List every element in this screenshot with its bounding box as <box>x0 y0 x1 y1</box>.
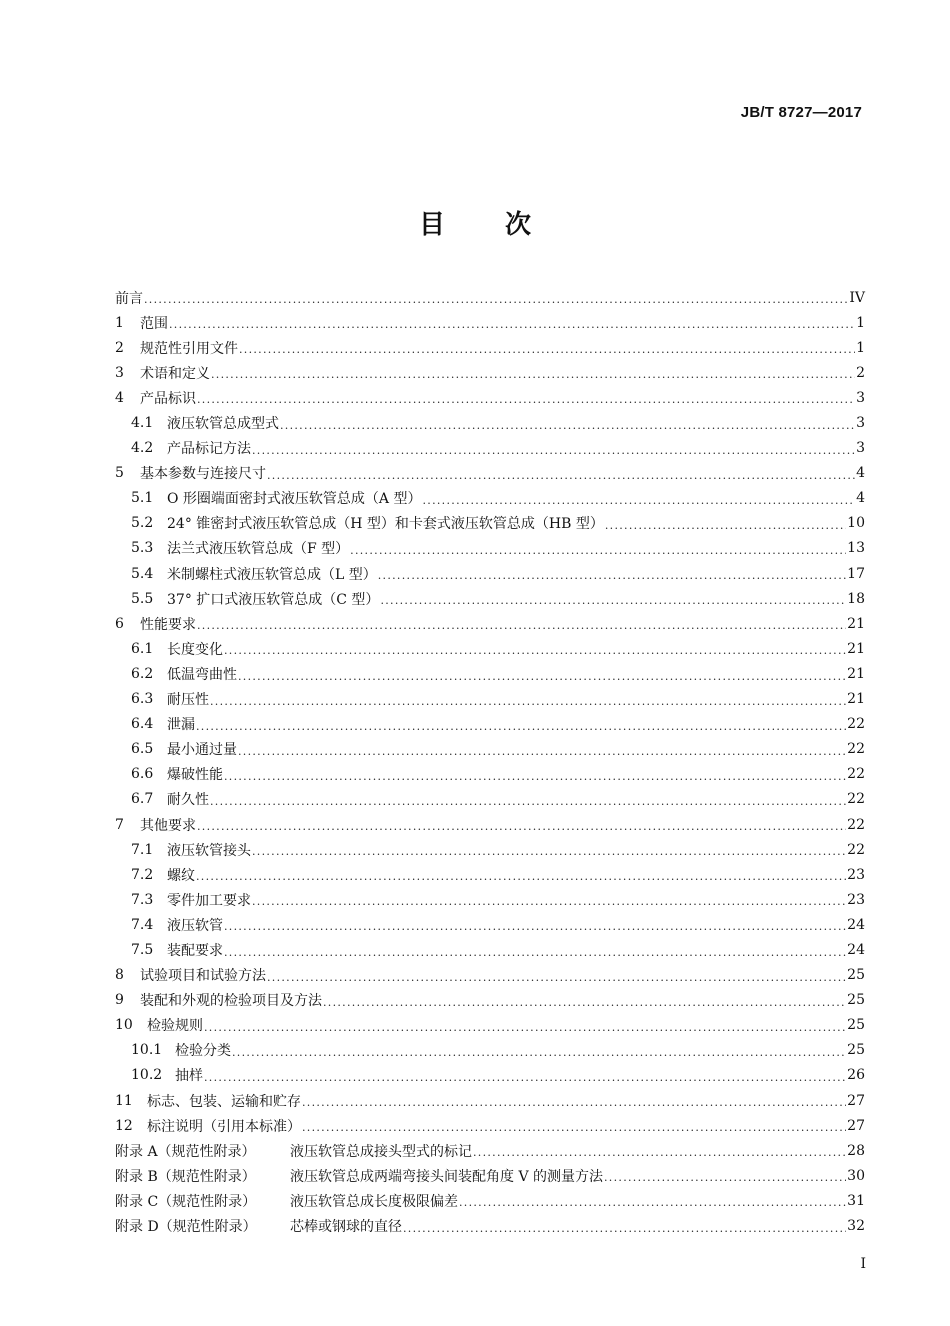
toc-leader-dots <box>350 544 846 561</box>
toc-entry[interactable] <box>115 1063 865 1088</box>
toc-entry-number: 7 <box>115 816 124 833</box>
toc-entry-number: 10.2 <box>131 1067 163 1084</box>
toc-entry[interactable] <box>115 1038 865 1063</box>
toc-entry-label: 耐久性 <box>167 792 209 809</box>
toc-entry-label: 24° 锥密封式液压软管总成（H 型）和卡套式液压软管总成（HB 型） <box>167 516 604 533</box>
toc-leader-dots <box>378 569 846 586</box>
toc-entry-label: 泄漏 <box>167 717 195 734</box>
toc-leader-dots <box>238 670 846 687</box>
toc-entry-page: 23 <box>847 891 865 908</box>
toc-entry-label: 零件加工要求 <box>167 892 251 909</box>
toc-entry-page: 1 <box>856 314 865 331</box>
toc-entry-number: 9 <box>115 992 124 1009</box>
toc-entry-number: 5 <box>115 465 124 482</box>
toc-entry-label: 产品标记方法 <box>167 441 251 458</box>
toc-leader-dots <box>302 1096 846 1113</box>
toc-leader-dots <box>252 845 846 862</box>
toc-leader-dots <box>204 1021 846 1038</box>
toc-leader-dots <box>197 393 855 410</box>
toc-leader-dots <box>267 469 855 486</box>
toc-entry[interactable] <box>115 1013 865 1038</box>
toc-entry-number: 3 <box>115 364 124 381</box>
toc-entry-page: 2 <box>856 364 865 381</box>
toc-entry-page: 22 <box>847 741 865 758</box>
toc-entry[interactable] <box>115 285 865 310</box>
toc-entry-page: 21 <box>847 691 865 708</box>
toc-entry-label: 最小通过量 <box>167 742 237 759</box>
toc-entry-number: 附录 B（规范性附录） <box>115 1168 256 1185</box>
toc-entry-page: 26 <box>847 1067 865 1084</box>
toc-entry-label: 标注说明（引用本标准） <box>147 1118 301 1135</box>
toc-entry-number: 10.1 <box>131 1042 163 1059</box>
toc-entry-label: 试验项目和试验方法 <box>140 968 266 985</box>
toc-entry[interactable] <box>115 436 865 461</box>
toc-entry-label: 长度变化 <box>167 641 223 658</box>
toc-entry-page: 22 <box>847 766 865 783</box>
toc-entry-page: 31 <box>847 1192 865 1209</box>
toc-leader-dots <box>403 1222 846 1239</box>
toc-entry-label: O 形圈端面密封式液压软管总成（A 型） <box>167 491 422 508</box>
toc-entry[interactable] <box>115 1213 865 1238</box>
toc-entry-number: 6.5 <box>131 741 154 758</box>
toc-entry-label: 液压软管总成长度极限偏差 <box>290 1193 458 1210</box>
toc-leader-dots <box>605 519 846 536</box>
toc-leader-dots <box>197 619 846 636</box>
toc-entry[interactable] <box>115 937 865 962</box>
toc-entry[interactable] <box>115 1138 865 1163</box>
toc-entry[interactable] <box>115 536 865 561</box>
toc-leader-dots <box>238 745 846 762</box>
page-number: I <box>860 1256 866 1272</box>
toc-entry-page: 25 <box>847 1017 865 1034</box>
toc-entry[interactable] <box>115 586 865 611</box>
toc-leader-dots <box>459 1196 846 1213</box>
toc-entry-page: 30 <box>847 1167 865 1184</box>
toc-entry-page: 24 <box>847 941 865 958</box>
toc-leader-dots <box>473 1146 846 1163</box>
toc-entry[interactable] <box>115 1113 865 1138</box>
toc-leader-dots <box>211 368 855 385</box>
toc-entry-label: 37° 扩口式液压软管总成（C 型） <box>167 591 380 608</box>
toc-entry-number: 5.3 <box>131 540 154 557</box>
toc-entry[interactable] <box>115 561 865 586</box>
toc-entry-label: 低温弯曲性 <box>167 666 237 683</box>
toc-leader-dots <box>423 494 856 511</box>
toc-entry-page: 25 <box>847 1042 865 1059</box>
toc-entry-label: 螺纹 <box>167 867 195 884</box>
toc-entry-number: 1 <box>115 314 124 331</box>
toc-entry-label: 前言 <box>115 290 143 307</box>
toc-entry-label: 法兰式液压软管总成（F 型） <box>167 541 350 558</box>
toc-entry-page: 24 <box>847 916 865 933</box>
toc-leader-dots <box>144 293 848 310</box>
toc-leader-dots <box>380 594 846 611</box>
toc-entry-page: 28 <box>847 1142 865 1159</box>
toc-entry[interactable] <box>115 310 865 335</box>
toc-entry[interactable] <box>115 812 865 837</box>
toc-entry-number: 4.2 <box>131 440 154 457</box>
toc-leader-dots <box>196 720 846 737</box>
toc-entry[interactable] <box>115 511 865 536</box>
toc-entry-page: 32 <box>847 1218 865 1235</box>
toc-entry[interactable] <box>115 1188 865 1213</box>
toc-entry-number: 5.1 <box>131 490 154 507</box>
toc-entry[interactable] <box>115 887 865 912</box>
toc-entry-label: 性能要求 <box>140 616 196 633</box>
toc-entry-label: 装配和外观的检验项目及方法 <box>140 993 322 1010</box>
toc-entry[interactable] <box>115 862 865 887</box>
toc-leader-dots <box>224 644 846 661</box>
toc-entry-page: 4 <box>856 465 865 482</box>
toc-entry-label: 液压软管接头 <box>167 842 251 859</box>
toc-entry-page: 4 <box>856 490 865 507</box>
toc-entry-label: 基本参数与连接尺寸 <box>140 466 266 483</box>
toc-entry[interactable] <box>115 461 865 486</box>
page-title: 目次 <box>418 210 591 240</box>
toc-entry-label: 其他要求 <box>140 817 196 834</box>
toc-entry-page: 22 <box>847 816 865 833</box>
toc-entry-number: 7.3 <box>131 891 154 908</box>
toc-entry-label: 产品标识 <box>140 390 196 407</box>
toc-entry-page: 3 <box>856 389 865 406</box>
toc-entry-label: 范围 <box>140 315 168 332</box>
toc-leader-dots <box>252 895 846 912</box>
toc-entry-page: 25 <box>847 967 865 984</box>
toc-entry-number: 6.6 <box>131 766 154 783</box>
toc-entry-number: 7.1 <box>131 841 154 858</box>
toc-entry-label: 芯棒或钢球的直径 <box>290 1219 402 1236</box>
toc-leader-dots <box>224 770 846 787</box>
toc-entry-page: 21 <box>847 615 865 632</box>
toc-entry-page: 13 <box>847 540 865 557</box>
toc-entry[interactable] <box>115 787 865 812</box>
toc-entry-label: 检验分类 <box>175 1043 231 1060</box>
toc-entry[interactable] <box>115 636 865 661</box>
toc-entry-number: 6.1 <box>131 640 154 657</box>
toc-leader-dots <box>197 820 846 837</box>
toc-entry-number: 11 <box>115 1092 133 1109</box>
toc-entry-number: 6.4 <box>131 716 154 733</box>
toc-entry-label: 标志、包装、运输和贮存 <box>147 1093 301 1110</box>
toc-entry-label: 检验规则 <box>147 1018 203 1035</box>
toc-entry-number: 10 <box>115 1017 133 1034</box>
toc-entry-number: 7.2 <box>131 866 154 883</box>
toc-entry[interactable] <box>115 762 865 787</box>
toc-entry-page: 10 <box>847 515 865 532</box>
toc-entry-number: 附录 D（规范性附录） <box>115 1219 257 1236</box>
toc-entry[interactable] <box>115 1163 865 1188</box>
toc-entry[interactable] <box>115 737 865 762</box>
toc-entry-page: 21 <box>847 640 865 657</box>
toc-entry[interactable] <box>115 712 865 737</box>
toc-entry[interactable] <box>115 410 865 435</box>
standard-code: JB/T 8727—2017 <box>740 104 862 121</box>
toc-entry-label: 术语和定义 <box>140 365 210 382</box>
toc-entry[interactable] <box>115 912 865 937</box>
toc-leader-dots <box>210 695 846 712</box>
toc-leader-dots <box>323 996 846 1013</box>
toc-entry-page: 25 <box>847 992 865 1009</box>
toc-leader-dots <box>252 444 855 461</box>
toc-entry-page: 17 <box>847 565 865 582</box>
toc-entry-number: 4.1 <box>131 415 154 432</box>
toc-entry-page: 3 <box>856 415 865 432</box>
toc-entry-number: 5.5 <box>131 590 154 607</box>
toc-entry-page: 22 <box>847 716 865 733</box>
toc-entry[interactable] <box>115 611 865 636</box>
toc-entry-page: 1 <box>856 339 865 356</box>
toc-entry-number: 5.4 <box>131 565 154 582</box>
toc-entry-page: 3 <box>856 440 865 457</box>
toc-entry-number: 12 <box>115 1117 133 1134</box>
toc-entry-number: 6 <box>115 615 124 632</box>
toc-entry-label: 液压软管 <box>167 917 223 934</box>
toc-entry-label: 爆破性能 <box>167 767 223 784</box>
toc-entry-number: 6.7 <box>131 791 154 808</box>
toc-entry-number: 2 <box>115 339 124 356</box>
toc-entry[interactable] <box>115 661 865 686</box>
toc-leader-dots <box>224 946 846 963</box>
toc-leader-dots <box>604 1171 846 1188</box>
toc-leader-dots <box>224 920 846 937</box>
toc-leader-dots <box>169 318 855 335</box>
toc-entry-page: 22 <box>847 791 865 808</box>
toc-entry-number: 8 <box>115 967 124 984</box>
toc-entry-page: 27 <box>847 1117 865 1134</box>
toc-leader-dots <box>232 1046 846 1063</box>
toc-entry-label: 米制螺柱式液压软管总成（L 型） <box>167 566 377 583</box>
toc-entry-label: 抽样 <box>175 1068 203 1085</box>
toc-entry[interactable] <box>115 486 865 511</box>
toc-entry-number: 6.2 <box>131 665 154 682</box>
table-of-contents <box>115 285 865 1239</box>
toc-entry-page: 18 <box>847 590 865 607</box>
toc-leader-dots <box>210 795 846 812</box>
toc-entry-label: 耐压性 <box>167 692 209 709</box>
toc-entry-number: 6.3 <box>131 691 154 708</box>
toc-entry-number: 5.2 <box>131 515 154 532</box>
toc-entry[interactable] <box>115 837 865 862</box>
toc-entry[interactable] <box>115 360 865 385</box>
toc-entry-page: 22 <box>847 841 865 858</box>
toc-entry[interactable] <box>115 687 865 712</box>
toc-entry-label: 液压软管总成两端弯接头间装配角度 V 的测量方法 <box>290 1168 604 1185</box>
toc-entry-number: 附录 C（规范性附录） <box>115 1193 257 1210</box>
toc-leader-dots <box>204 1071 846 1088</box>
toc-entry-number: 7.4 <box>131 916 154 933</box>
toc-entry-number: 7.5 <box>131 941 154 958</box>
toc-leader-dots <box>239 343 855 360</box>
toc-entry-label: 规范性引用文件 <box>140 340 238 357</box>
toc-entry[interactable] <box>115 988 865 1013</box>
toc-entry[interactable] <box>115 963 865 988</box>
toc-entry-number: 附录 A（规范性附录） <box>115 1143 256 1160</box>
toc-entry[interactable] <box>115 1088 865 1113</box>
toc-entry-label: 装配要求 <box>167 942 223 959</box>
toc-entry-number: 4 <box>115 389 124 406</box>
toc-entry-page: IV <box>849 289 865 306</box>
toc-entry-page: 27 <box>847 1092 865 1109</box>
toc-leader-dots <box>302 1121 846 1138</box>
toc-entry-page: 21 <box>847 665 865 682</box>
toc-entry-page: 23 <box>847 866 865 883</box>
toc-entry-label: 液压软管总成型式 <box>167 416 279 433</box>
toc-leader-dots <box>267 971 846 988</box>
toc-entry[interactable] <box>115 335 865 360</box>
toc-leader-dots <box>196 870 846 887</box>
toc-entry-label: 液压软管总成接头型式的标记 <box>290 1143 472 1160</box>
toc-leader-dots <box>280 419 855 436</box>
toc-entry[interactable] <box>115 385 865 410</box>
